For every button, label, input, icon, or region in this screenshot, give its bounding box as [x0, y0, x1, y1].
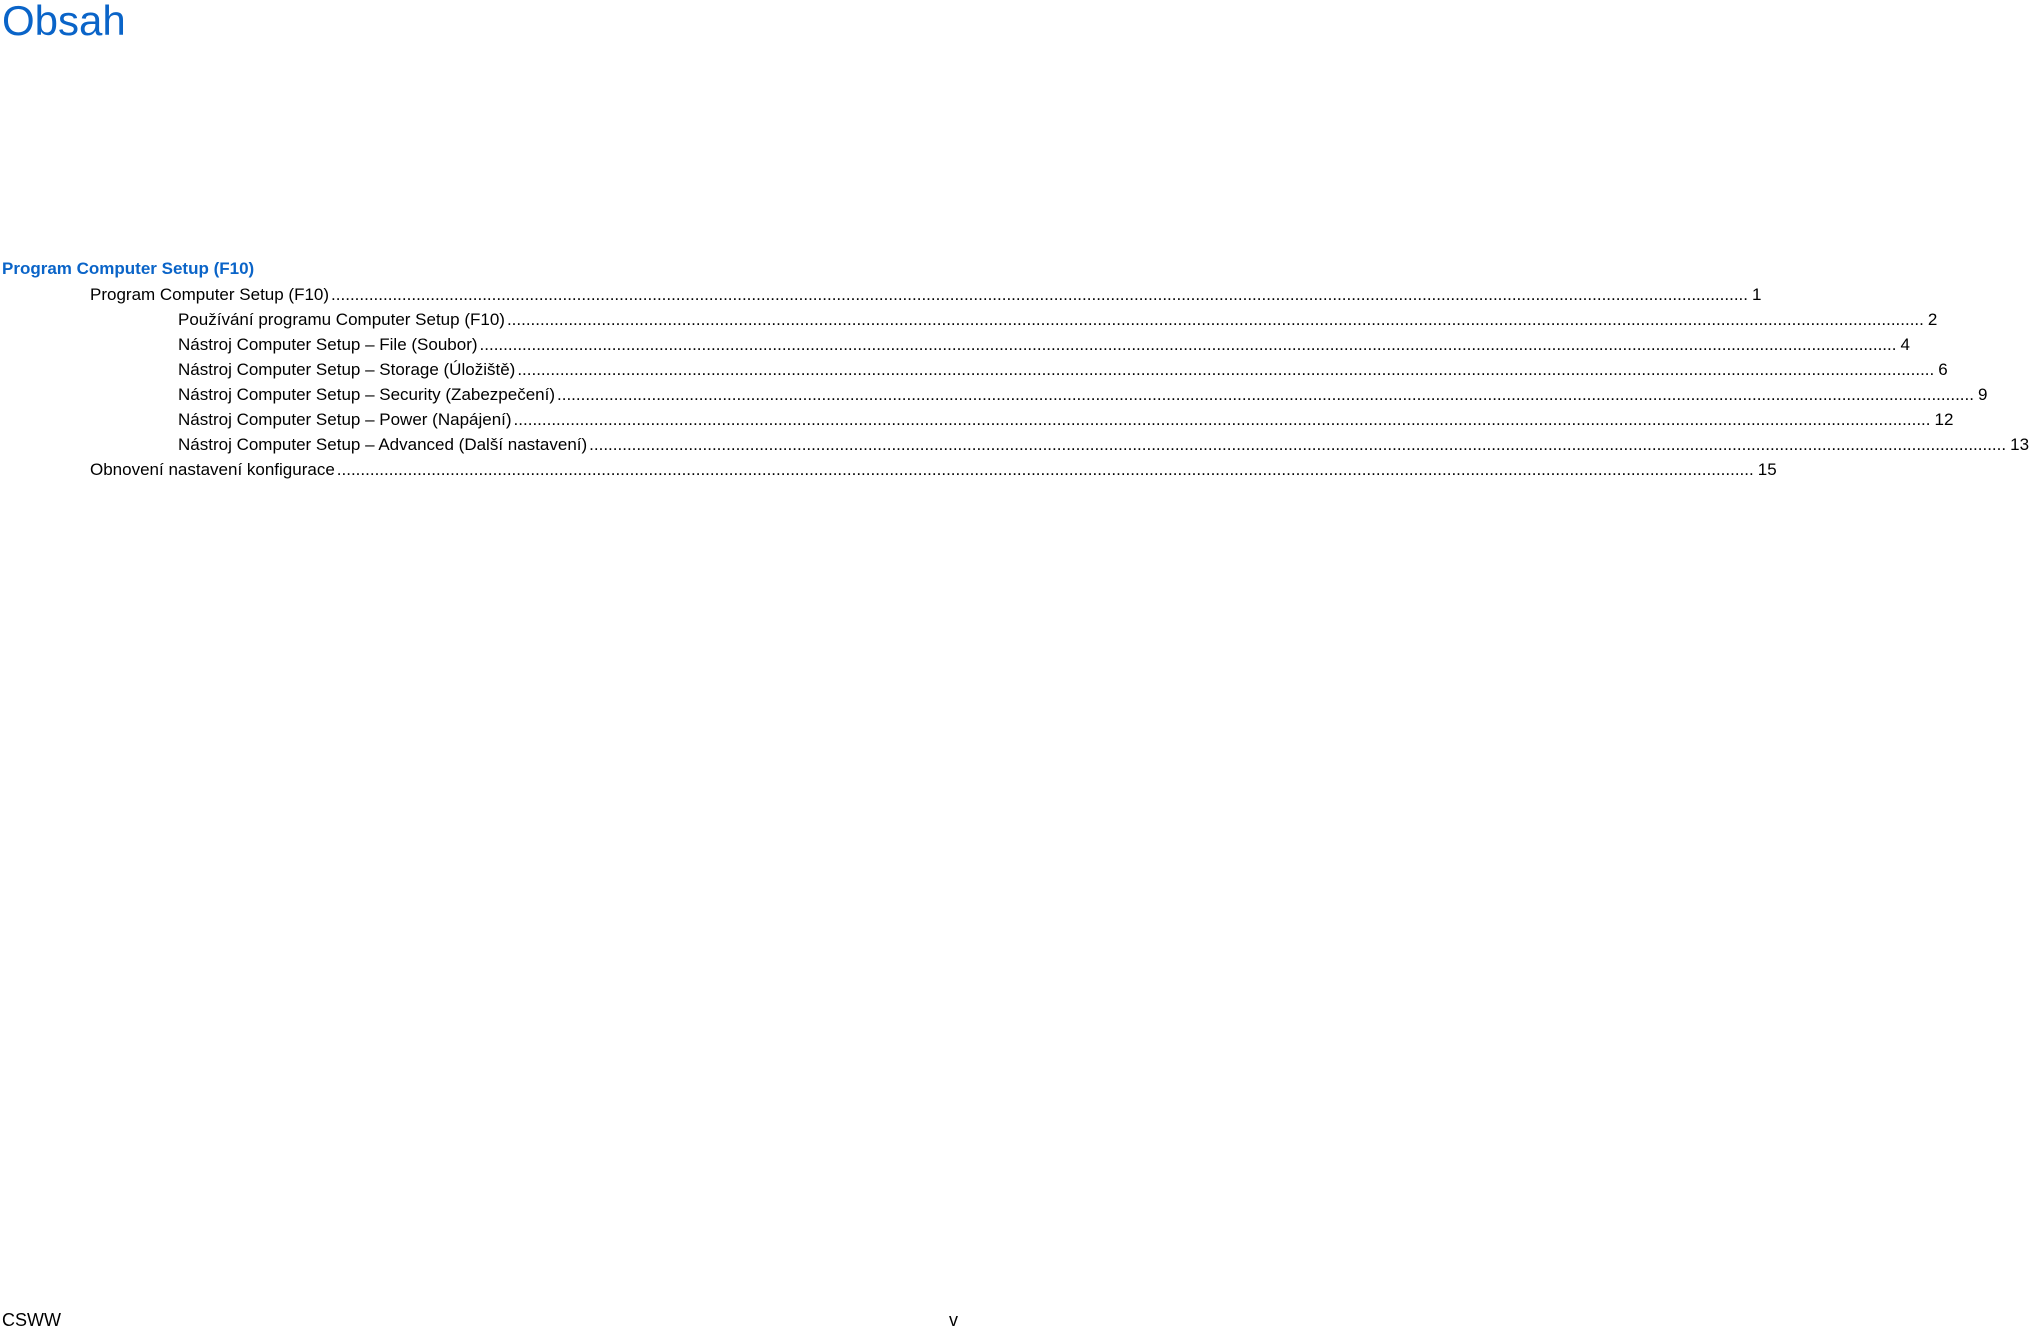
toc-dot-leader: ............................................................................................................................................................................................................................................................................................................ [589, 435, 2007, 454]
toc-dot-leader: ............................................................................................................................................................................................................................................................................................................ [336, 460, 1754, 479]
toc-entry[interactable] [178, 307, 1938, 332]
toc-entry-label: Obnovení nastavení konfigurace [90, 460, 335, 479]
page-title: Obsah [2, 0, 126, 44]
toc-entry-label: Nástroj Computer Setup – Security (Zabezpečení) [178, 385, 556, 404]
toc-entry[interactable] [178, 332, 1910, 357]
toc-dot-leader: ............................................................................................................................................................................................................................................................................................................ [557, 385, 1974, 404]
toc-dot-leader: ............................................................................................................................................................................................................................................................................................................ [517, 360, 1935, 379]
toc-dot-leader: ............................................................................................................................................................................................................................................................................................................ [331, 285, 1748, 304]
toc-entry-page: 2 [1927, 310, 1938, 329]
toc-entry-label: Program Computer Setup (F10) [90, 285, 330, 304]
toc-entry-page: 15 [1757, 460, 1777, 479]
toc-chapter-title[interactable]: Program Computer Setup (F10) [2, 259, 255, 278]
toc-entry-page: 6 [1938, 360, 1948, 379]
toc-entry[interactable] [90, 457, 1777, 482]
toc-dot-leader: ............................................................................................................................................................................................................................................................................................................ [506, 310, 1924, 329]
toc-entry-label: Nástroj Computer Setup – Power (Napájení) [178, 410, 512, 429]
toc-entry[interactable] [178, 382, 1988, 407]
toc-entry[interactable] [178, 357, 1948, 382]
footer-doc-code: CSWW [2, 1310, 61, 1330]
toc-dot-leader: ............................................................................................................................................................................................................................................................................................................ [513, 410, 1931, 429]
toc-entry-label: Nástroj Computer Setup – File (Soubor) [178, 335, 478, 354]
toc-entry-page: 1 [1752, 285, 1762, 304]
toc-entry-page: 13 [2010, 435, 2029, 454]
toc-entry-label: Nástroj Computer Setup – Storage (Úložiště) [178, 360, 516, 379]
toc-entry-label: Nástroj Computer Setup – Advanced (Další nastavení) [178, 435, 588, 454]
toc-entry-page: 4 [1900, 335, 1910, 354]
toc-entry-label: Používání programu Computer Setup (F10) [178, 310, 505, 329]
toc-entry[interactable] [178, 407, 1954, 432]
toc-entry[interactable] [178, 432, 2029, 457]
toc-entry[interactable] [90, 282, 1762, 307]
toc-entry-page: 12 [1934, 410, 1954, 429]
toc-entry-page: 9 [1977, 385, 1988, 404]
footer-page-number: v [949, 1310, 958, 1330]
toc-dot-leader: ............................................................................................................................................................................................................................................................................................................ [479, 335, 1897, 354]
